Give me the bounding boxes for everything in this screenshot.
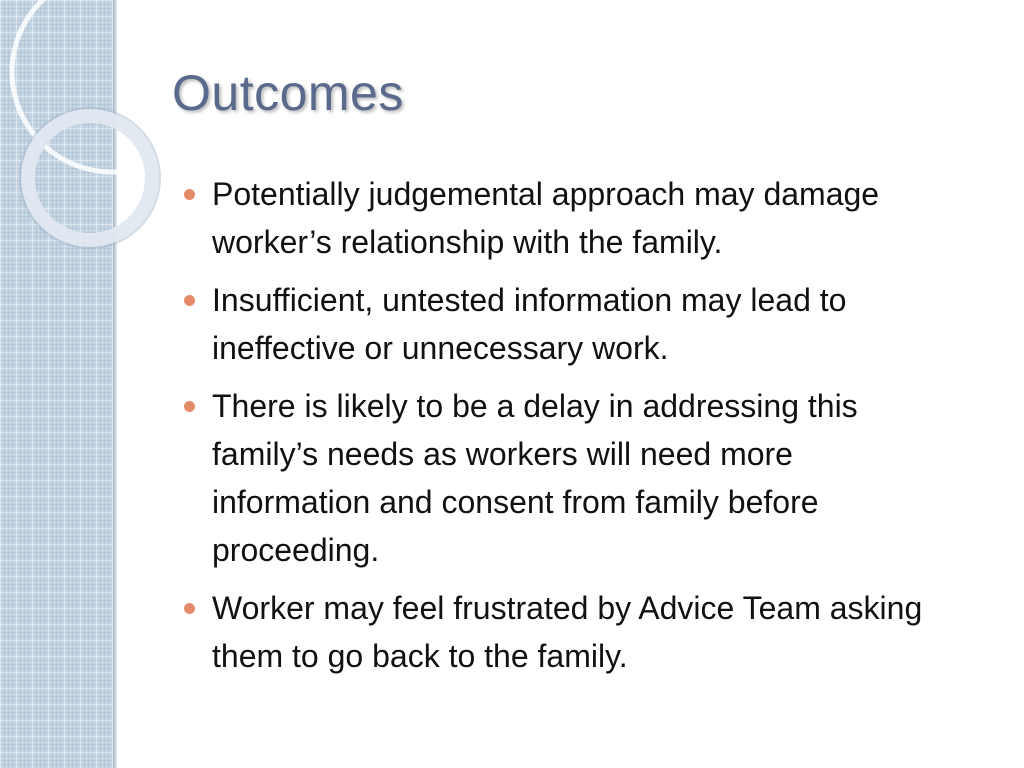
bullet-text: Worker may feel frustrated by Advice Team asking them to go back to the family.: [212, 590, 923, 674]
bullet-item: [180, 170, 960, 266]
bullet-item: [180, 276, 960, 372]
bullet-item: [180, 382, 960, 574]
bullet-text: There is likely to be a delay in addressing this family’s needs as workers will need more information and consent from family before proceeding.: [212, 388, 858, 568]
bullet-marker-icon: [184, 401, 195, 412]
small-ring-shade: [20, 108, 160, 248]
bullet-list: [180, 170, 960, 690]
bullet-marker-icon: [184, 295, 195, 306]
bullet-marker-icon: [184, 603, 195, 614]
bullet-marker-icon: [184, 189, 195, 200]
bullet-item: [180, 584, 960, 680]
bullet-text: Potentially judgemental approach may damage worker’s relationship with the family.: [212, 176, 880, 260]
slide-title: Outcomes: [172, 65, 404, 121]
bullet-text: Insufficient, untested information may lead to ineffective or unnecessary work.: [212, 282, 847, 366]
decorative-rings: [0, 0, 160, 260]
small-ring: [28, 116, 152, 240]
